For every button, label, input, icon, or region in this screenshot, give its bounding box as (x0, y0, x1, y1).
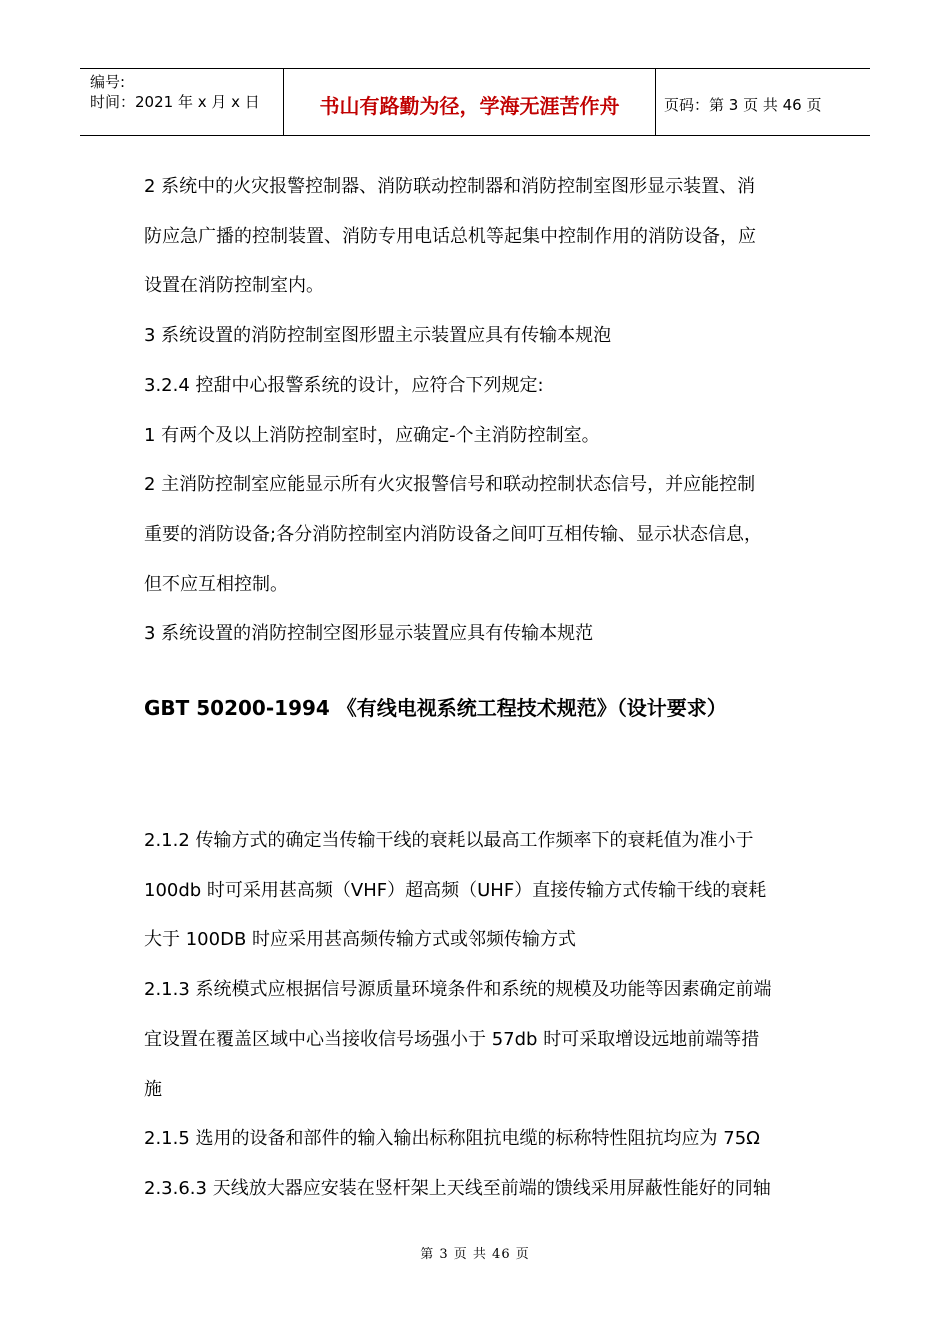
document-body (144, 162, 834, 1214)
paragraph-line: 2.1.5 选用的设备和部件的输入输出标称阻抗电缆的标称特性阻抗均应为 75Ω (144, 1128, 760, 1150)
section-heading: GBT 50200-1994 《有线电视系统工程技术规范》（设计要求） (144, 696, 727, 721)
paragraph-line: 宜设置在覆盖区域中心当接收信号场强小于 57db 时可采取增设远地前端等措 (144, 1028, 760, 1050)
paragraph-line: 2 主消防控制室应能显示所有火灾报警信号和联动控制状态信号，并应能控制 (144, 474, 756, 496)
paragraph-line: 大于 100DB 时应采用甚高频传输方式或邻频传输方式 (144, 929, 577, 951)
paragraph-line: 2.3.6.3 天线放大器应安装在竖杆架上天线至前端的馈线采用屏蔽性能好的同轴 (144, 1177, 771, 1199)
header-motto: 书山有路勤为径，学海无涯苦作舟 (283, 69, 656, 135)
paragraph-line: 2.1.2 传输方式的确定当传输干线的衰耗以最高工作频率下的衰耗值为准小于 (144, 830, 754, 852)
document-number-label: 编号: (90, 73, 126, 91)
paragraph-line: 施 (144, 1078, 162, 1100)
paragraph-line: 100db 时可采用甚高频（VHF）超高频（UHF）直接传输方式传输干线的衰耗 (144, 879, 767, 901)
header-page-info: 页码：第 3 页 共 46 页 (664, 95, 822, 114)
paragraph-line: 2.1.3 系统模式应根据信号源质量环境条件和系统的规模及功能等因素确定前端 (144, 979, 772, 1001)
paragraph-line: 2 系统中的火灾报警控制器、消防联动控制器和消防控制室图形显示装置、消 (144, 176, 756, 197)
page-header (80, 68, 870, 136)
paragraph-line: 防应急广播的控制装置、消防专用电话总机等起集中控制作用的消防设备，应 (144, 225, 756, 247)
document-date: 时间：2021 年 x 月 x 日 (90, 93, 260, 111)
paragraph-line: 设置在消防控制室内。 (144, 275, 324, 297)
paragraph-line: 但不应互相控制。 (144, 573, 288, 595)
paragraph-line: 3.2.4 控甜中心报警系统的设计，应符合下列规定: (144, 374, 544, 396)
page-footer: 第 3 页 共 46 页 (420, 1247, 530, 1262)
section-spacer (144, 730, 834, 816)
header-meta (80, 69, 283, 135)
paragraph-line: 1 有两个及以上消防控制室时，应确定-个主消防控制室。 (144, 424, 600, 446)
paragraph-line: 重要的消防设备;各分消防控制室内消防设备之间叮互相传输、显示状态信息， (144, 523, 763, 545)
paragraph-line: 3 系统设置的消防控制室图形盟主示装置应具有传输本规泡 (144, 325, 612, 347)
paragraph-line: 3 系统设置的消防控制空图形显示装置应具有传输本规范 (144, 623, 594, 645)
